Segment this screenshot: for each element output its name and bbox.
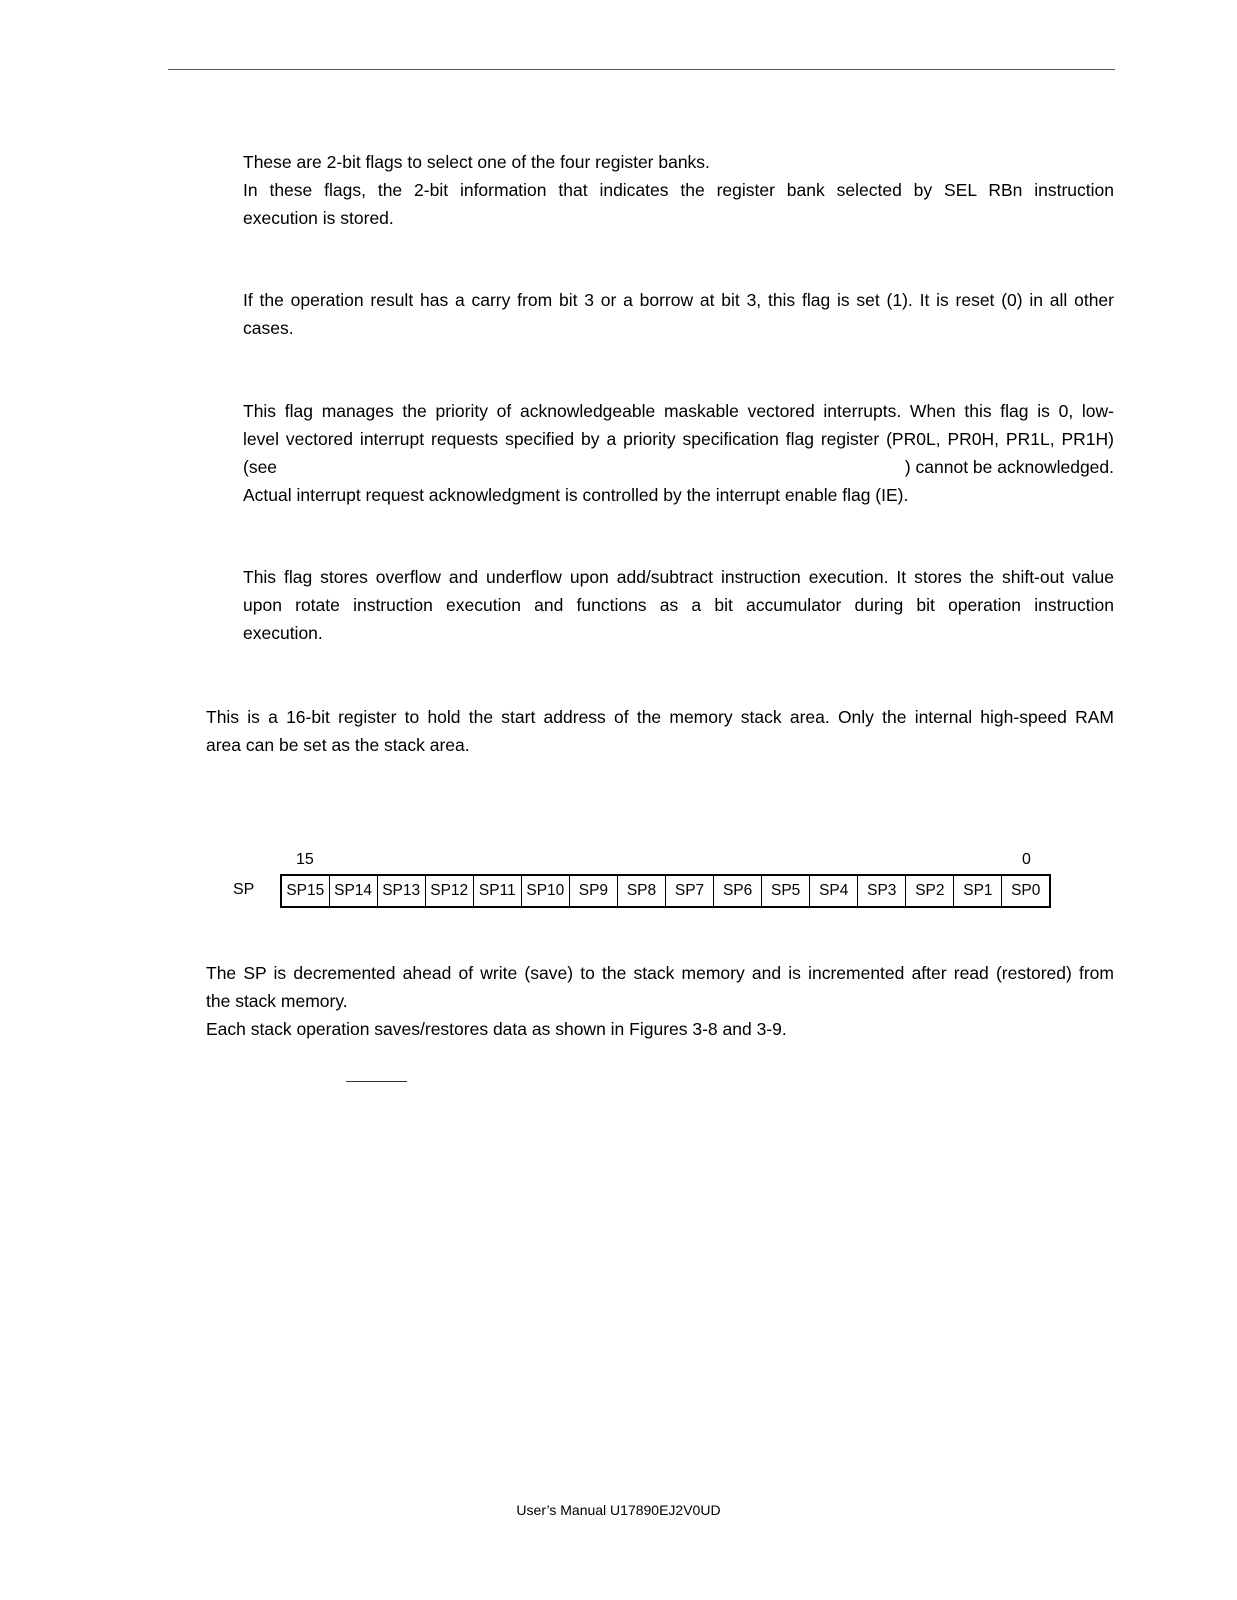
bit-cell: SP5: [762, 875, 810, 907]
bit-cell: SP8: [617, 875, 665, 907]
sp-register-table: [280, 874, 1051, 908]
cy-line-2: upon rotate instruction execution and functions as a bit accumulator during bit operation instruction: [243, 595, 1114, 615]
bit-cell: SP10: [521, 875, 569, 907]
bit-cell: SP9: [569, 875, 617, 907]
sp-op-line-2: the stack memory.: [206, 991, 348, 1011]
isp-paragraph: [243, 397, 1114, 509]
bit-cell: SP15: [281, 875, 329, 907]
cy-line-1: This flag stores overflow and underflow upon add/subtract instruction execution. It stores the shift-out value: [243, 567, 1114, 587]
page-footer: User’s Manual U17890EJ2V0UD: [516, 1502, 721, 1518]
header-rule: [168, 69, 1115, 70]
ac-line-2: cases.: [243, 318, 294, 338]
bit-cell: SP13: [377, 875, 425, 907]
bit-number-high: 15: [296, 851, 314, 868]
ac-paragraph: [243, 286, 1114, 342]
bit-cell: SP4: [810, 875, 858, 907]
sp-intro-line-2: area can be set as the stack area.: [206, 735, 470, 755]
bit-cell: SP2: [906, 875, 954, 907]
bit-cell: SP1: [954, 875, 1002, 907]
register-bit-row: [281, 875, 1050, 907]
bit-cell: SP7: [666, 875, 714, 907]
bit-cell: SP14: [329, 875, 377, 907]
register-name: SP: [233, 881, 255, 898]
bit-cell: SP6: [714, 875, 762, 907]
cy-line-3: execution.: [243, 623, 323, 643]
isp-line-1: This flag manages the priority of acknowledgeable maskable vectored interrupts. When this flag is 0, low-: [243, 401, 1114, 421]
isp-line-2: level vectored interrupt requests specified by a priority specification flag register (PR0L, PR0H, PR1L, PR1H): [243, 429, 1114, 449]
overline-mark: [346, 1081, 407, 1082]
bit-cell: SP12: [425, 875, 473, 907]
isp-line-3-end: ) cannot be acknowledged.: [904, 457, 1114, 477]
bit-cell: SP3: [858, 875, 906, 907]
rbs-paragraph: [243, 148, 1114, 232]
sp-intro-paragraph: [206, 703, 1114, 759]
rbs-line-3: execution is stored.: [243, 208, 394, 228]
bit-cell: SP11: [473, 875, 521, 907]
sp-intro-line-1: This is a 16-bit register to hold the start address of the memory stack area. Only the internal high-speed RAM: [206, 707, 1114, 727]
sp-op-paragraph: [206, 959, 1114, 1043]
ac-line-1: If the operation result has a carry from bit 3 or a borrow at bit 3, this flag is set (1). It is reset (0) in all other: [243, 290, 1114, 310]
isp-line-3-start: (see: [243, 457, 278, 477]
bit-cell: SP0: [1002, 875, 1050, 907]
rbs-line-2: In these flags, the 2-bit information that indicates the register bank selected by SEL RBn instruction: [243, 180, 1114, 200]
isp-line-3: [243, 453, 1114, 481]
bit-number-low: 0: [1022, 851, 1031, 868]
cy-paragraph: [243, 563, 1114, 647]
sp-op-line-3: Each stack operation saves/restores data as shown in Figures 3-8 and 3-9.: [206, 1019, 787, 1039]
isp-line-4: Actual interrupt request acknowledgment is controlled by the interrupt enable flag (IE).: [243, 485, 909, 505]
sp-op-line-1: The SP is decremented ahead of write (save) to the stack memory and is incremented after read (restored) from: [206, 963, 1114, 983]
rbs-line-1: These are 2-bit flags to select one of the four register banks.: [243, 152, 710, 172]
